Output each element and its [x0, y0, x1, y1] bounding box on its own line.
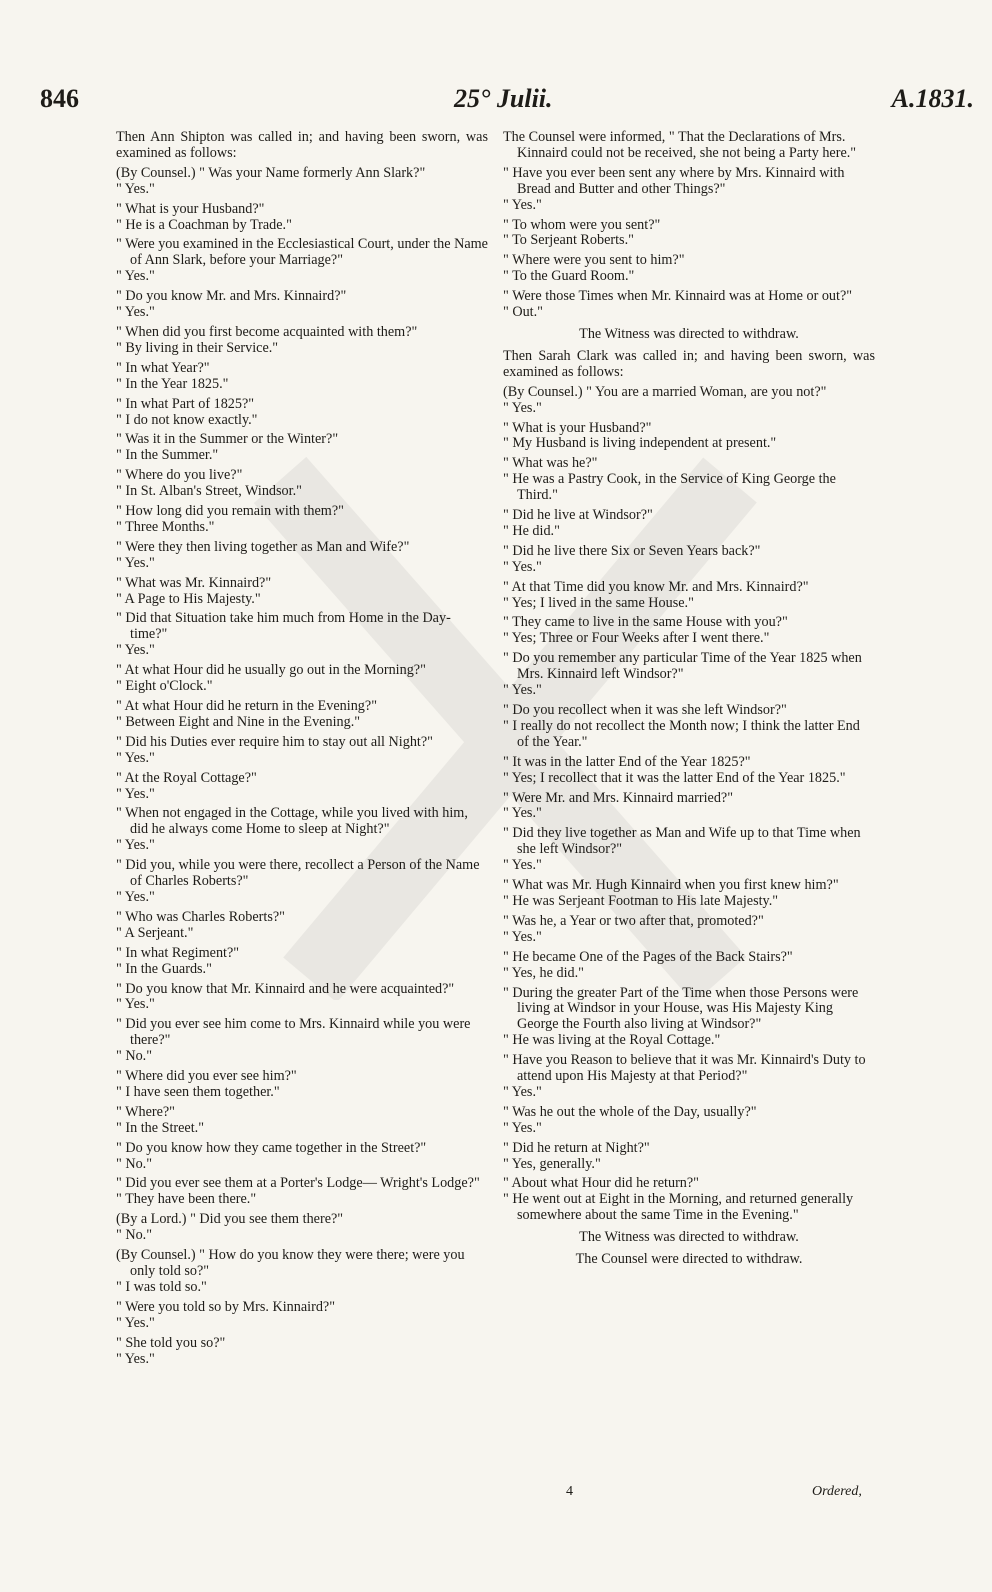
left-column-line: " Did you ever see him come to Mrs. Kinnaird while you were there?" — [116, 1016, 471, 1049]
left-column-line: " In what Regiment?" — [116, 944, 240, 961]
page-year: A.1831. — [891, 84, 974, 113]
left-column-line: " They have been there." — [116, 1191, 257, 1208]
right-column-line: " Out." — [503, 304, 543, 321]
left-column-line: " He is a Coachman by Trade." — [116, 216, 292, 233]
right-column-line: " To Serjeant Roberts." — [503, 232, 634, 249]
right-column-line: " He did." — [503, 522, 560, 539]
catchword: Ordered, — [812, 1484, 862, 1499]
right-column-line: " Yes, he did." — [503, 964, 584, 981]
left-column-line: (By a Lord.) " Did you see them there?" — [116, 1211, 344, 1228]
left-column-line: " No." — [116, 1227, 153, 1244]
right-column-line: " Were those Times when Mr. Kinnaird was at Home or out?" — [503, 288, 853, 305]
right-column-line: (By Counsel.) " You are a married Woman, are you not?" — [503, 383, 827, 400]
right-column-line: " He became One of the Pages of the Back Stairs?" — [503, 948, 793, 965]
left-column-line: " No." — [116, 1048, 153, 1065]
left-column-line: " In the Guards." — [116, 960, 212, 977]
left-column-line: " At the Royal Cottage?" — [116, 769, 257, 786]
left-column-line: " In the Summer." — [116, 447, 219, 464]
left-column-line: " In what Year?" — [116, 359, 210, 376]
left-column-line: " Were you examined in the Ecclesiastical Court, under the Name of Ann Slark, before your Marriage?" — [116, 236, 488, 269]
left-column-line: " What is your Husband?" — [116, 200, 265, 217]
left-column — [116, 130, 488, 1367]
right-column-line: " Did he live there Six or Seven Years back?" — [503, 542, 761, 559]
left-column-line: " How long did you remain with them?" — [116, 503, 344, 520]
right-column-line: " He was living at the Royal Cottage." — [503, 1032, 721, 1049]
right-column-line: " What is your Husband?" — [503, 419, 652, 436]
left-column-line: " I have seen them together." — [116, 1083, 280, 1100]
right-column-line: " Did he live at Windsor?" — [503, 507, 653, 524]
right-column-line: " They came to live in the same House with you?" — [503, 614, 788, 631]
left-column-line: (By Counsel.) " How do you know they were there; were you only told so?" — [116, 1247, 465, 1279]
left-column-line: " A Serjeant." — [116, 924, 194, 941]
right-column-line: " Yes." — [503, 857, 542, 874]
left-column-line: " Yes." — [116, 1314, 155, 1331]
left-column-line: " Did you ever see them at a Porter's Lodge— Wright's Lodge?" — [116, 1175, 480, 1192]
right-column-line: " He went out at Eight in the Morning, and returned generally somewhere about the same Time in the Evening." — [503, 1191, 854, 1224]
right-column-line: " Do you remember any particular Time of the Year 1825 when Mrs. Kinnaird left Windsor?" — [503, 650, 862, 683]
left-column-line: " In the Year 1825." — [116, 375, 229, 392]
right-column-line: " Yes." — [503, 1119, 542, 1136]
left-column-line: (By Counsel.) " Was your Name formerly Ann Slark?" — [116, 164, 426, 181]
left-column-line: " A Page to His Majesty." — [116, 590, 261, 607]
right-column-line: " About what Hour did he return?" — [503, 1175, 699, 1192]
left-column-line: " When did you first become acquainted with them?" — [116, 323, 418, 340]
left-column-line: " I do not know exactly." — [116, 411, 258, 428]
right-column-line: The Counsel were directed to withdraw. — [575, 1251, 803, 1268]
left-column-line: " By living in their Service." — [116, 339, 279, 356]
left-column-line: " Where?" — [116, 1103, 175, 1120]
right-column-line: " Was he out the whole of the Day, usually?" — [503, 1103, 757, 1120]
left-column-line: " Do you know Mr. and Mrs. Kinnaird?" — [116, 288, 347, 305]
right-column-line: " Was he, a Year or two after that, promoted?" — [503, 912, 764, 929]
left-column-line: " Do you know how they came together in the Street?" — [116, 1139, 427, 1156]
left-column-line: " Were you told so by Mrs. Kinnaird?" — [116, 1298, 336, 1315]
right-column-line: " Did he return at Night?" — [503, 1139, 650, 1156]
left-column-line: " Yes." — [116, 888, 155, 905]
left-column-line: " Yes." — [116, 996, 155, 1013]
left-column-line: " Yes." — [116, 554, 155, 571]
right-column-line: " Yes." — [503, 196, 542, 213]
right-column-line: Then Sarah Clark was called in; and having been sworn, was examined as follows: — [503, 347, 875, 380]
left-column-line: " Who was Charles Roberts?" — [116, 908, 285, 925]
right-column-line: " Were Mr. and Mrs. Kinnaird married?" — [503, 789, 734, 806]
left-column-line: " Where do you live?" — [116, 467, 243, 484]
right-column-line: The Witness was directed to withdraw. — [579, 1229, 799, 1246]
right-column-line: " To the Guard Room." — [503, 268, 635, 285]
left-column-line: " What was Mr. Kinnaird?" — [116, 574, 272, 591]
right-column-line: " Yes." — [503, 928, 542, 945]
right-column-line: " Yes." — [503, 682, 542, 699]
left-column-line: " Yes." — [116, 749, 155, 766]
left-column-line: " I was told so." — [116, 1278, 207, 1295]
left-column-line: " In the Street." — [116, 1119, 205, 1136]
page-number: 846 — [40, 84, 79, 113]
right-column-line: " Yes." — [503, 399, 542, 416]
right-column-line: " Yes." — [503, 805, 542, 822]
right-column-line: " What was he?" — [503, 455, 598, 472]
left-column-line: " At what Hour did he return in the Evening?" — [116, 698, 377, 714]
left-column-line: " When not engaged in the Cottage, while you lived with him, did he always come Home to sleep at Night?" — [116, 805, 468, 838]
left-column-line: " No." — [116, 1155, 153, 1172]
right-column-line: " Did they live together as Man and Wife up to that Time when she left Windsor?" — [503, 825, 861, 858]
right-column-line: " Do you recollect when it was she left Windsor?" — [503, 702, 787, 718]
right-column-line: " My Husband is living independent at present." — [503, 435, 777, 452]
left-column-line: " At what Hour did he usually go out in the Morning?" — [116, 662, 426, 679]
right-column-line: " Yes; Three or Four Weeks after I went there." — [503, 630, 770, 647]
left-column-line: " She told you so?" — [116, 1334, 226, 1351]
right-column-line: " He was a Pastry Cook, in the Service of King George the Third." — [503, 471, 836, 504]
right-column-line: " During the greater Part of the Time when those Persons were living at Windsor in your House, was His Majesty King George the Fourth also living at Windsor?" — [503, 984, 859, 1033]
right-column-line: " Yes; I recollect that it was the latter End of the Year 1825." — [503, 769, 846, 786]
left-column-line: " Yes." — [116, 1350, 155, 1367]
left-column-line: " Did that Situation take him much from Home in the Day-time?" — [116, 610, 451, 643]
left-column-line: " Yes." — [116, 642, 155, 659]
left-column-line: " Were they then living together as Man and Wife?" — [116, 538, 410, 555]
left-column-line: " In St. Alban's Street, Windsor." — [116, 483, 302, 500]
right-column-line: " Have you Reason to believe that it was Mr. Kinnaird's Duty to attend upon His Majesty at that Period?" — [503, 1052, 866, 1085]
right-column-line: " Yes." — [503, 558, 542, 575]
right-column-line: " Where were you sent to him?" — [503, 252, 685, 269]
right-column-line: " What was Mr. Hugh Kinnaird when you first knew him?" — [503, 877, 839, 894]
right-column-line: " I really do not recollect the Month now; I think the latter End of the Year." — [503, 717, 860, 750]
right-column-line: " To whom were you sent?" — [503, 216, 661, 233]
right-column-line: " Yes, generally." — [503, 1155, 601, 1172]
left-column-line: " Three Months." — [116, 518, 215, 535]
right-column-line: " He was Serjeant Footman to His late Majesty." — [503, 892, 779, 909]
left-column-line: " Yes." — [116, 268, 155, 285]
left-column-line: " Did you, while you were there, recollect a Person of the Name of Charles Roberts?" — [116, 857, 480, 890]
right-column — [503, 130, 875, 1274]
left-column-line: " In what Part of 1825?" — [116, 395, 255, 412]
right-column-line: The Witness was directed to withdraw. — [579, 325, 799, 342]
left-column-line: Then Ann Shipton was called in; and having been sworn, was examined as follows: — [116, 129, 488, 161]
right-column-line: " It was in the latter End of the Year 1825?" — [503, 753, 751, 770]
right-column-line: The Counsel were informed, " That the Declarations of Mrs. Kinnaird could not be received, she not being a Party here." — [503, 129, 857, 161]
right-column-line: " Yes." — [503, 1083, 542, 1100]
right-column-line: " Have you ever been sent any where by Mrs. Kinnaird with Bread and Butter and other Things?" — [503, 164, 845, 197]
left-column-line: " Was it in the Summer or the Winter?" — [116, 431, 339, 448]
right-column-line: " At that Time did you know Mr. and Mrs. Kinnaird?" — [503, 578, 809, 595]
left-column-line: " Between Eight and Nine in the Evening." — [116, 713, 361, 730]
left-column-line: " Yes." — [116, 180, 155, 197]
left-column-line: " Do you know that Mr. Kinnaird and he were acquainted?" — [116, 980, 455, 997]
page-header — [0, 84, 992, 124]
left-column-line: " Yes." — [116, 785, 155, 802]
left-column-line: " Eight o'Clock." — [116, 678, 213, 695]
left-column-line: " Where did you ever see him?" — [116, 1068, 297, 1085]
left-column-line: " Did his Duties ever require him to stay out all Night?" — [116, 733, 433, 750]
left-column-line: " Yes." — [116, 837, 155, 854]
left-column-line: " Yes." — [116, 304, 155, 321]
signature-mark: 4 — [566, 1484, 573, 1499]
page-date: 25° Julii. — [454, 84, 553, 113]
right-column-line: " Yes; I lived in the same House." — [503, 594, 694, 611]
